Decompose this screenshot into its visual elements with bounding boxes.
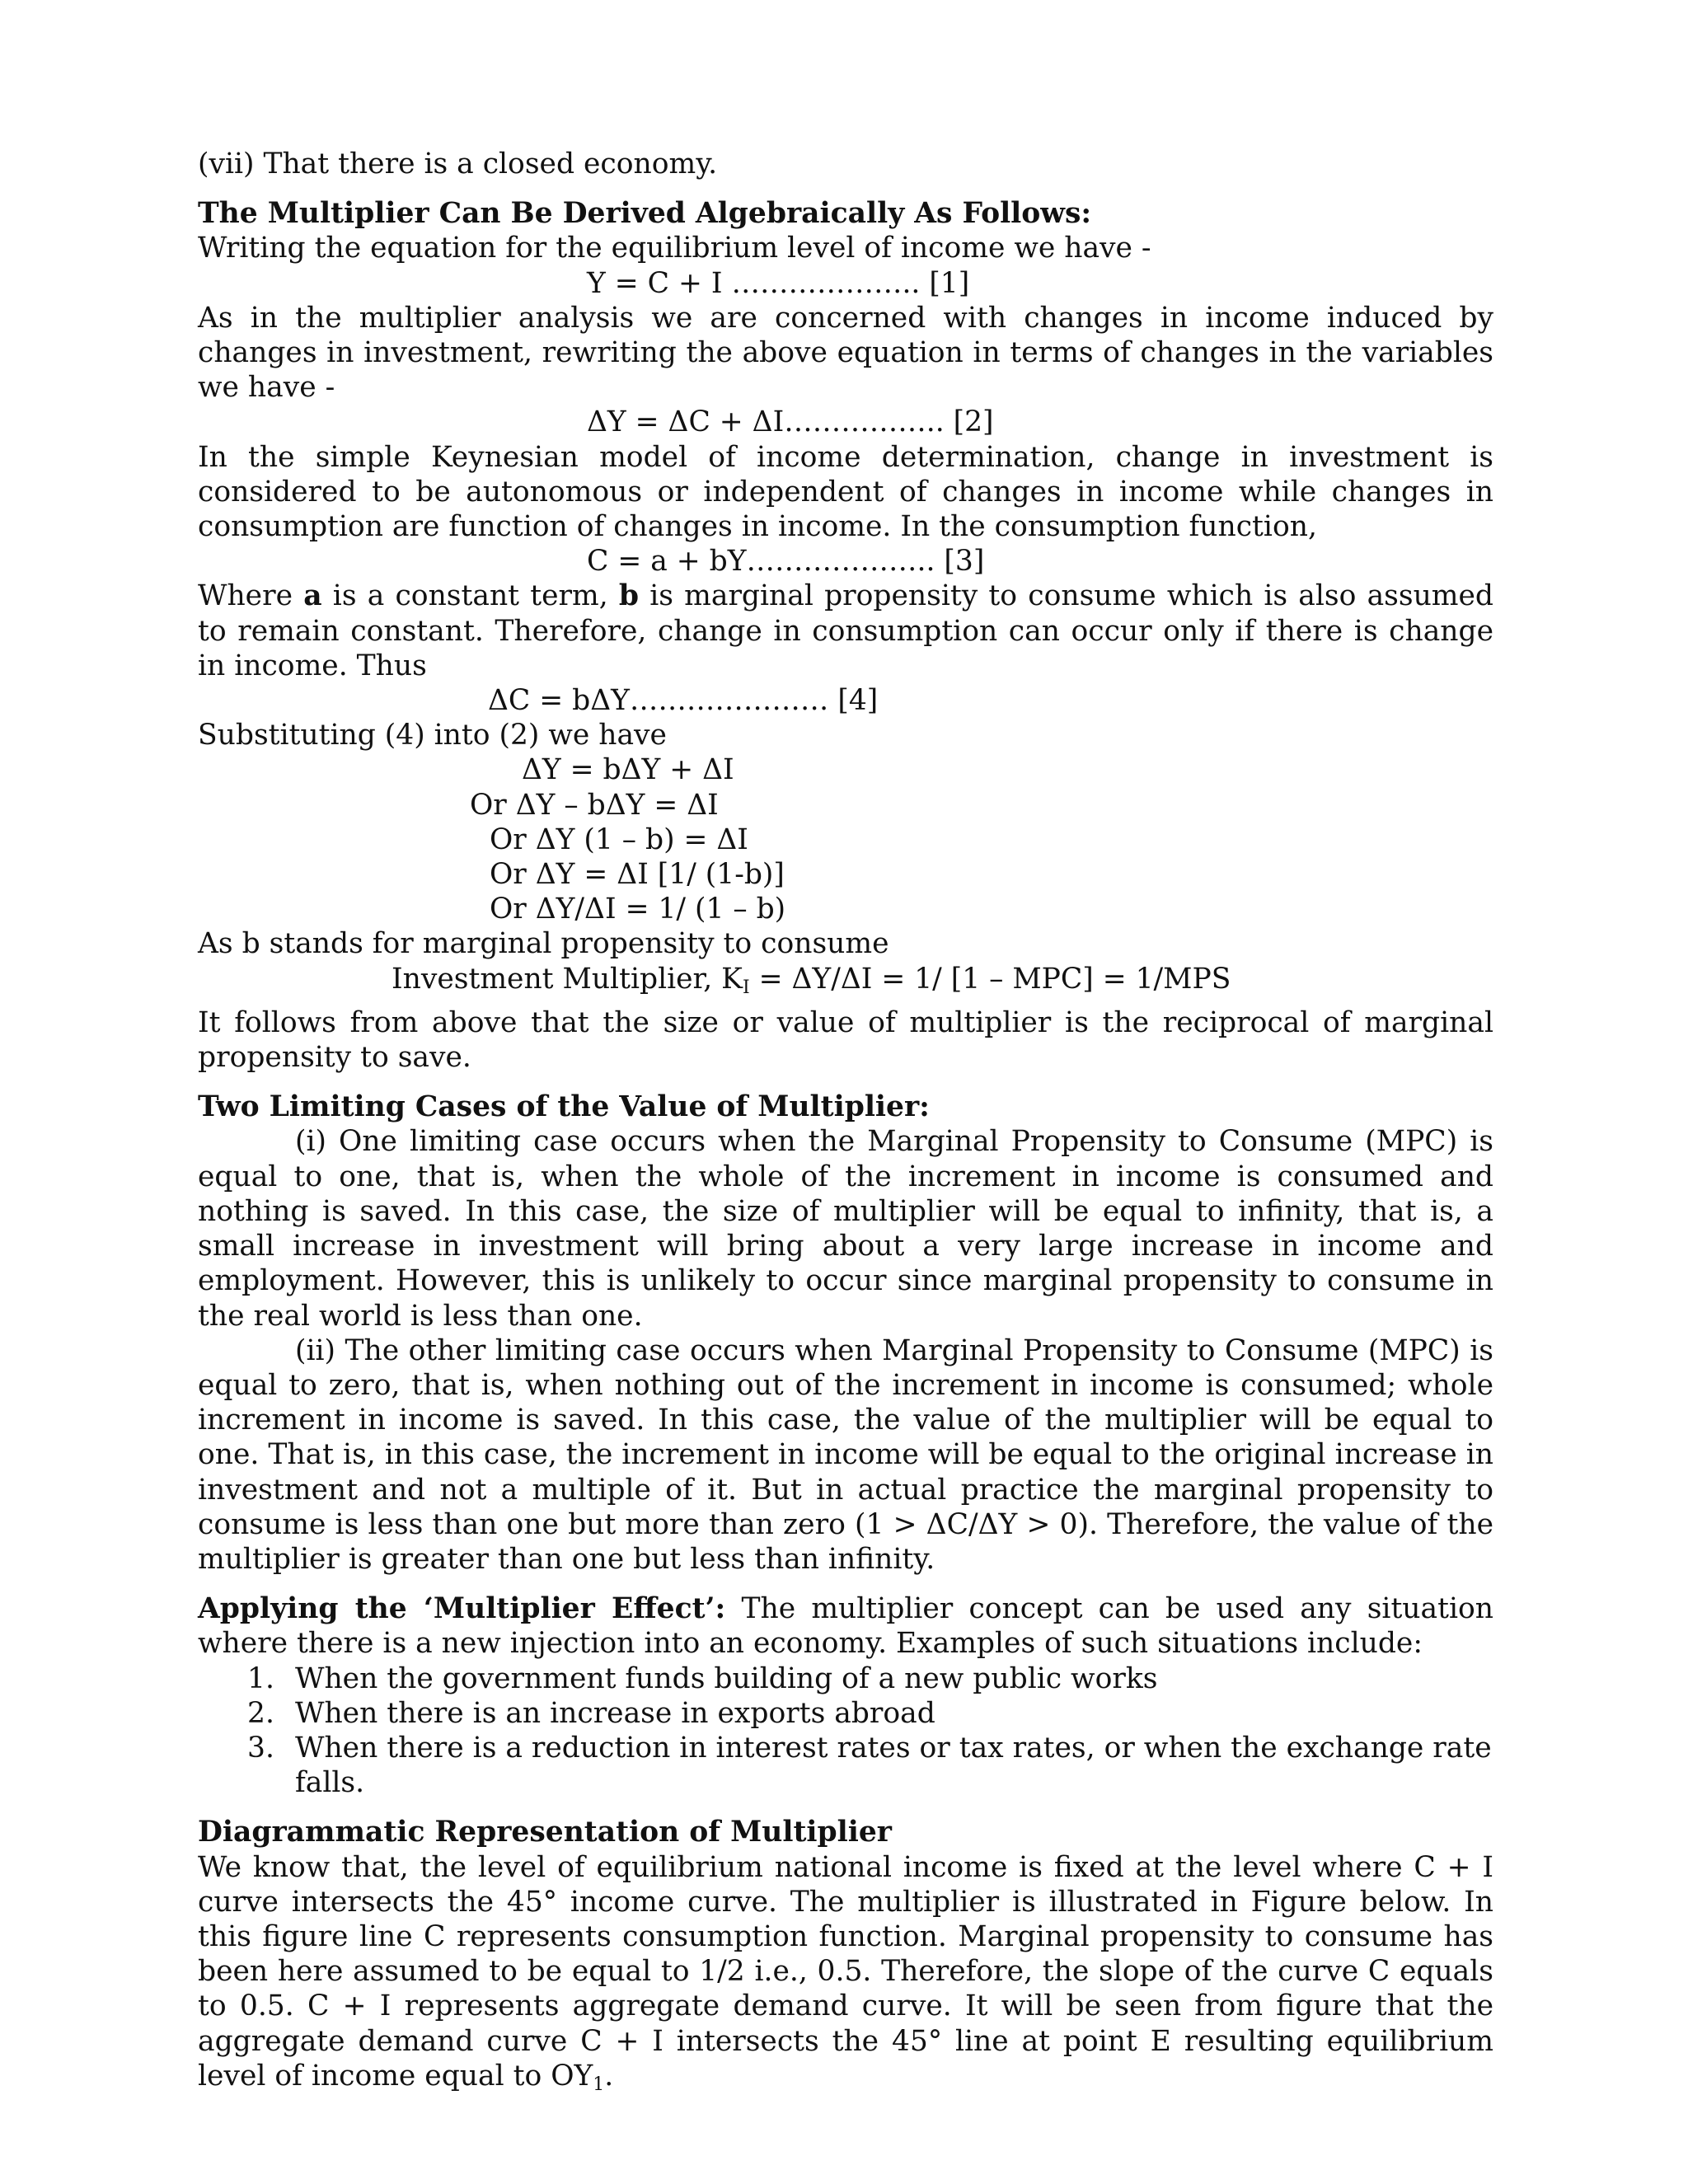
equation-1: Y = C + I ……………….. [1] <box>587 266 970 300</box>
paragraph-equilibrium: Writing the equation for the equilibrium level of income we have - <box>198 232 1151 265</box>
document-page <box>198 147 1493 2102</box>
paragraph-applying-multiplier: Applying the ‘Multiplier Effect’: The multiplier concept can be used any situation where there is a new injection into an economy. Examples of such situations include: <box>198 1592 1493 1661</box>
term-a: a <box>303 579 322 613</box>
paragraph-where: Where a is a constant term, b is marginal propensity to consume which is also assumed to remain constant. Therefore, change in consumption can occur only if there is change in income. Thus <box>198 579 1493 682</box>
examples-list <box>198 1661 1493 1801</box>
investment-multiplier-formula: Investment Multiplier, $K_I = \Delta Y/\Delta I = 1/$ [1 – MPC] = 1/MPS <box>392 962 1231 998</box>
list-item: 1. When the government funds building of a new public works <box>247 1661 1158 1695</box>
paragraph-diagram: We know that, the level of equilibrium national income is fixed at the level where C + I curve intersects the 45° income curve. The multiplier is illustrated in Figure below. In this figure line C represents consumption function. Marginal propensity to consume has been here assumed to be equal to 1/2 i.e., 0.5. Therefore, the slope of the curve C equals to 0.5. C + I represents aggregate demand curve. It will be seen from figure that the aggregate demand curve C + I intersects the 45° line at point E resulting equilibrium level of income equal to $OY_1$. <box>198 1850 1493 2095</box>
equation-4: ΔC = bΔY………………… [4] <box>488 684 879 718</box>
assumption-vii: (vii) That there is a closed economy. <box>198 148 718 180</box>
equation-3: C = a + bY……………….. [3] <box>587 545 985 579</box>
list-item: 2. When there is an increase in exports abroad <box>247 1696 935 1730</box>
paragraph-substituting: Substituting (4) into (2) we have <box>198 719 667 752</box>
paragraph-b-mpc: As b stands for marginal propensity to consume <box>198 927 889 961</box>
heading-applying-multiplier: Applying the ‘Multiplier Effect’: <box>198 1592 726 1626</box>
derivation-step-1: ΔY = bΔY + ΔI <box>522 753 734 787</box>
heading-limiting-cases: Two Limiting Cases of the Value of Multiplier: <box>198 1090 930 1124</box>
derivation-step-5: Or ΔY/ΔI = 1/ (1 – b) <box>490 893 786 926</box>
equation-2: ΔY = ΔC + ΔI…………….. [2] <box>587 405 994 439</box>
limiting-case-1: (i) One limiting case occurs when the Marginal Propensity to Consume (MPC) is equal to one, that is, when the whole of the increment in income is consumed and nothing is saved. In this case, the size of multiplier will be equal to infinity, that is, a small increase in investment will bring about a very large increase in income and employment. However, this is unlikely to occur since marginal propensity to consume in the real world is less than one. <box>198 1125 1493 1333</box>
heading-algebraic-derivation: The Multiplier Can Be Derived Algebraically As Follows: <box>198 197 1092 231</box>
term-b: b <box>618 579 640 613</box>
list-item: 3. When there is a reduction in interest rates or tax rates, or when the exchange rate falls. <box>247 1731 1492 1800</box>
limiting-case-2: (ii) The other limiting case occurs when Marginal Propensity to Consume (MPC) is equal to zero, that is, when nothing out of the increment in income is consumed; whole increment in income is saved. In this case, the value of the multiplier will be equal to one. That is, in this case, the increment in income will be equal to the original increase in investment and not a multiple of it. But in actual practice the marginal propensity to consume is less than one but more than zero (1 > ΔC/ΔY > 0). Therefore, the value of the multiplier is greater than one but less than infinity. <box>198 1333 1493 1576</box>
paragraph-changes: As in the multiplier analysis we are concerned with changes in income induced by changes in investment, rewriting the above equation in terms of changes in the variables we have - <box>198 301 1493 405</box>
paragraph-keynesian: In the simple Keynesian model of income determination, change in investment is considered to be autonomous or independent of changes in income while changes in consumption are function of changes in income. In the consumption function, <box>198 440 1493 544</box>
derivation-step-3: Or ΔY (1 – b) = ΔI <box>490 823 748 856</box>
derivation-step-2: Or ΔY – bΔY = ΔI <box>470 788 719 822</box>
heading-diagrammatic: Diagrammatic Representation of Multiplier <box>198 1816 892 1849</box>
derivation-step-4: Or ΔY = ΔI [1/ (1-b)] <box>490 858 785 892</box>
paragraph-reciprocal: It follows from above that the size or value of multiplier is the reciprocal of marginal propensity to save. <box>198 1005 1493 1075</box>
